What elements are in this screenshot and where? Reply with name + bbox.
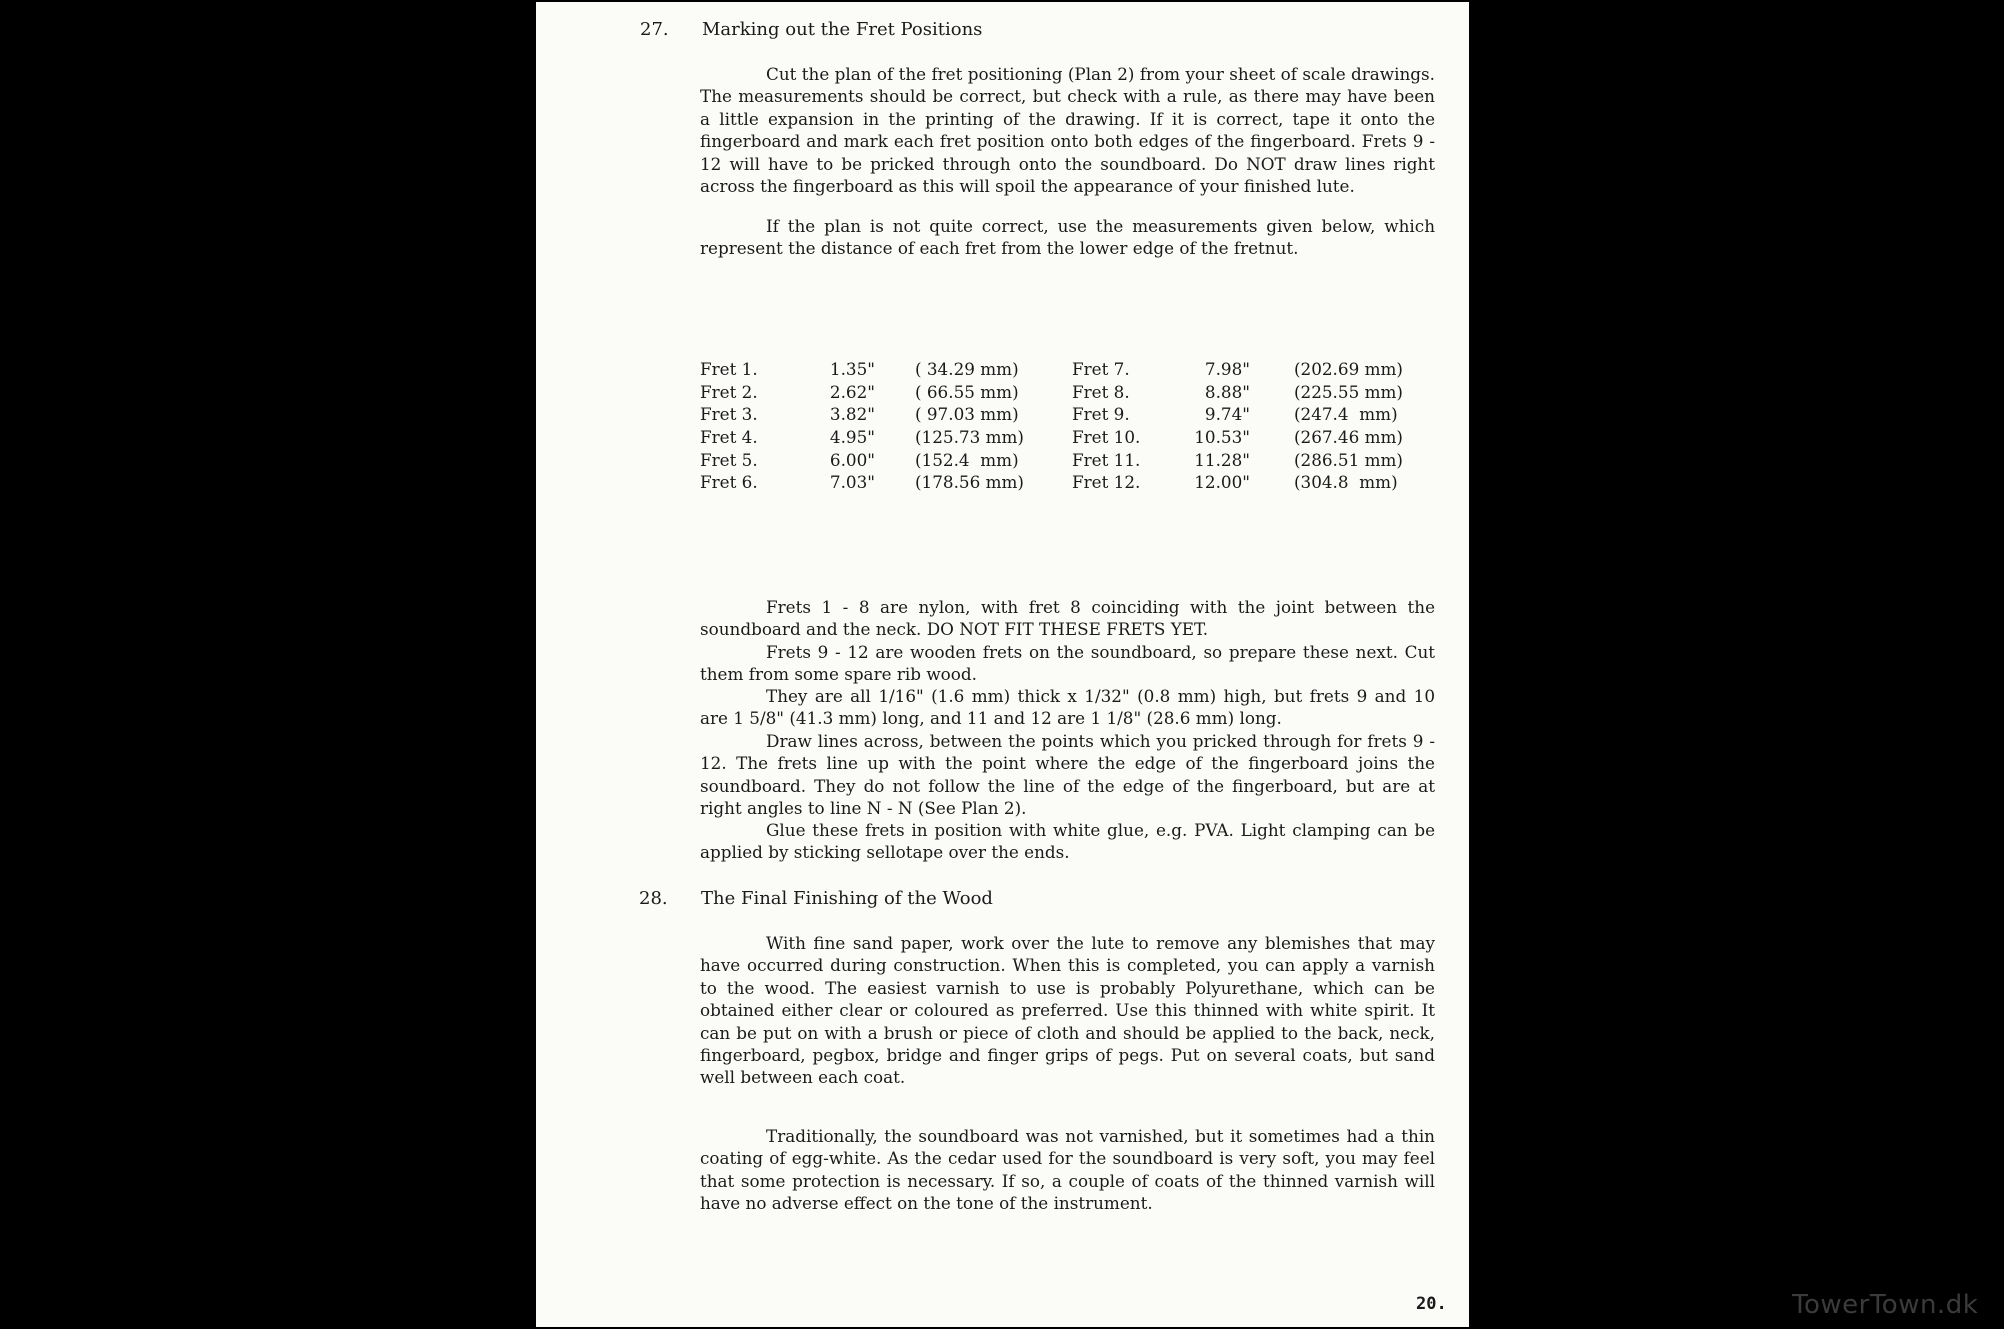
- fret-inches: 9.74": [1204, 404, 1250, 425]
- fret-inches: 3.82": [829, 404, 875, 425]
- fret-label: Fret 9.: [1071, 404, 1130, 425]
- fret-label: Fret 12.: [1071, 472, 1141, 493]
- watermark: TowerTown.dk: [1792, 1290, 1979, 1320]
- section-number: 28.: [639, 888, 668, 909]
- page-number: 20.: [1416, 1294, 1447, 1314]
- fret-inches: 1.35": [829, 359, 875, 380]
- section-title: Marking out the Fret Positions: [702, 19, 983, 40]
- fret-mm: ( 34.29 mm): [915, 359, 1019, 380]
- fret-inches: 12.00": [1194, 472, 1250, 493]
- fret-inches: 7.98": [1204, 359, 1250, 380]
- fret-inches: 8.88": [1204, 381, 1250, 402]
- fret-label: Fret 1.: [700, 359, 758, 380]
- fret-mm: (304.8 mm): [1293, 472, 1398, 493]
- paragraph: Frets 9 - 12 are wooden frets on the soundboard, so prepare these next. Cut them from some spare rib wood.: [700, 642, 1435, 685]
- paragraph: They are all 1/16" (1.6 mm) thick x 1/32" (0.8 mm) high, but frets 9 and 10 are 1 5/8" (41.3 mm) long, and 11 and 12 are 1 1/8" (28.6 mm) long.: [700, 686, 1435, 729]
- fret-inches: 4.95": [829, 427, 875, 448]
- fret-label: Fret 6.: [700, 472, 758, 493]
- fret-label: Fret 11.: [1071, 449, 1141, 470]
- fret-mm: (202.69 mm): [1293, 359, 1403, 380]
- section-number: 27.: [640, 19, 669, 40]
- fret-inches: 6.00": [829, 449, 875, 470]
- table-row: [700, 471, 1438, 494]
- fret-mm: (225.55 mm): [1293, 381, 1403, 402]
- fret-mm: ( 66.55 mm): [915, 381, 1019, 402]
- table-row: [700, 403, 1438, 426]
- fret-inches: 2.62": [829, 381, 875, 402]
- paragraph: Frets 1 - 8 are nylon, with fret 8 coinciding with the joint between the soundboard and the neck. DO NOT FIT THESE FRETS YET.: [700, 597, 1435, 640]
- table-row: [700, 448, 1438, 471]
- paragraph: Traditionally, the soundboard was not varnished, but it sometimes had a thin coating of egg-white. As the cedar used for the soundboard is very soft, you may feel that some protection is necessary. If so, a couple of coats of the thinned varnish will have no adverse effect on the tone of the instrument.: [700, 1126, 1435, 1214]
- fret-label: Fret 10.: [1071, 427, 1141, 448]
- paragraph: Glue these frets in position with white glue, e.g. PVA. Light clamping can be applied by sticking sellotape over the ends.: [700, 820, 1435, 863]
- paragraph: Cut the plan of the fret positioning (Plan 2) from your sheet of scale drawings. The measurements should be correct, but check with a rule, as there may have been a little expansion in the printing of the drawing. If it is correct, tape it onto the fingerboard and mark each fret position onto both edges of the fingerboard. Frets 9 - 12 will have to be pricked through onto the soundboard. Do NOT draw lines right across the fingerboard as this will spoil the appearance of your finished lute.: [700, 64, 1435, 197]
- paragraph: If the plan is not quite correct, use the measurements given below, which represent the distance of each fret from the lower edge of the fretnut.: [700, 216, 1435, 259]
- fret-inches: 11.28": [1194, 449, 1250, 470]
- fret-measurements-table: [700, 358, 1438, 494]
- section-title: The Final Finishing of the Wood: [701, 888, 993, 909]
- table-row: [700, 358, 1438, 381]
- fret-label: Fret 8.: [1071, 381, 1130, 402]
- table-row: [700, 381, 1438, 404]
- fret-label: Fret 5.: [700, 449, 758, 470]
- fret-inches: 7.03": [829, 472, 875, 493]
- fret-mm: (125.73 mm): [915, 427, 1024, 448]
- fret-label: Fret 4.: [700, 427, 758, 448]
- table-row: [700, 426, 1438, 449]
- fret-label: Fret 3.: [700, 404, 758, 425]
- fret-mm: (267.46 mm): [1293, 427, 1403, 448]
- paragraph: Draw lines across, between the points which you pricked through for frets 9 - 12. The frets line up with the point where the edge of the fingerboard joins the soundboard. They do not follow the line of the edge of the fingerboard, but are at right angles to line N - N (See Plan 2).: [700, 731, 1435, 819]
- document-page: [536, 2, 1469, 1327]
- fret-mm: (178.56 mm): [915, 472, 1024, 493]
- paragraph: With fine sand paper, work over the lute to remove any blemishes that may have occurred during construction. When this is completed, you can apply a varnish to the wood. The easiest varnish to use is probably Polyurethane, which can be obtained either clear or coloured as preferred. Use this thinned with white spirit. It can be put on with a brush or piece of cloth and should be applied to the back, neck, fingerboard, pegbox, bridge and finger grips of pegs. Put on several coats, but sand well between each coat.: [700, 933, 1435, 1088]
- fret-label: Fret 7.: [1071, 359, 1130, 380]
- fret-inches: 10.53": [1194, 427, 1250, 448]
- fret-label: Fret 2.: [700, 381, 758, 402]
- fret-mm: (286.51 mm): [1293, 449, 1403, 470]
- fret-mm: ( 97.03 mm): [915, 404, 1019, 425]
- fret-mm: (152.4 mm): [915, 449, 1019, 470]
- fret-mm: (247.4 mm): [1293, 404, 1398, 425]
